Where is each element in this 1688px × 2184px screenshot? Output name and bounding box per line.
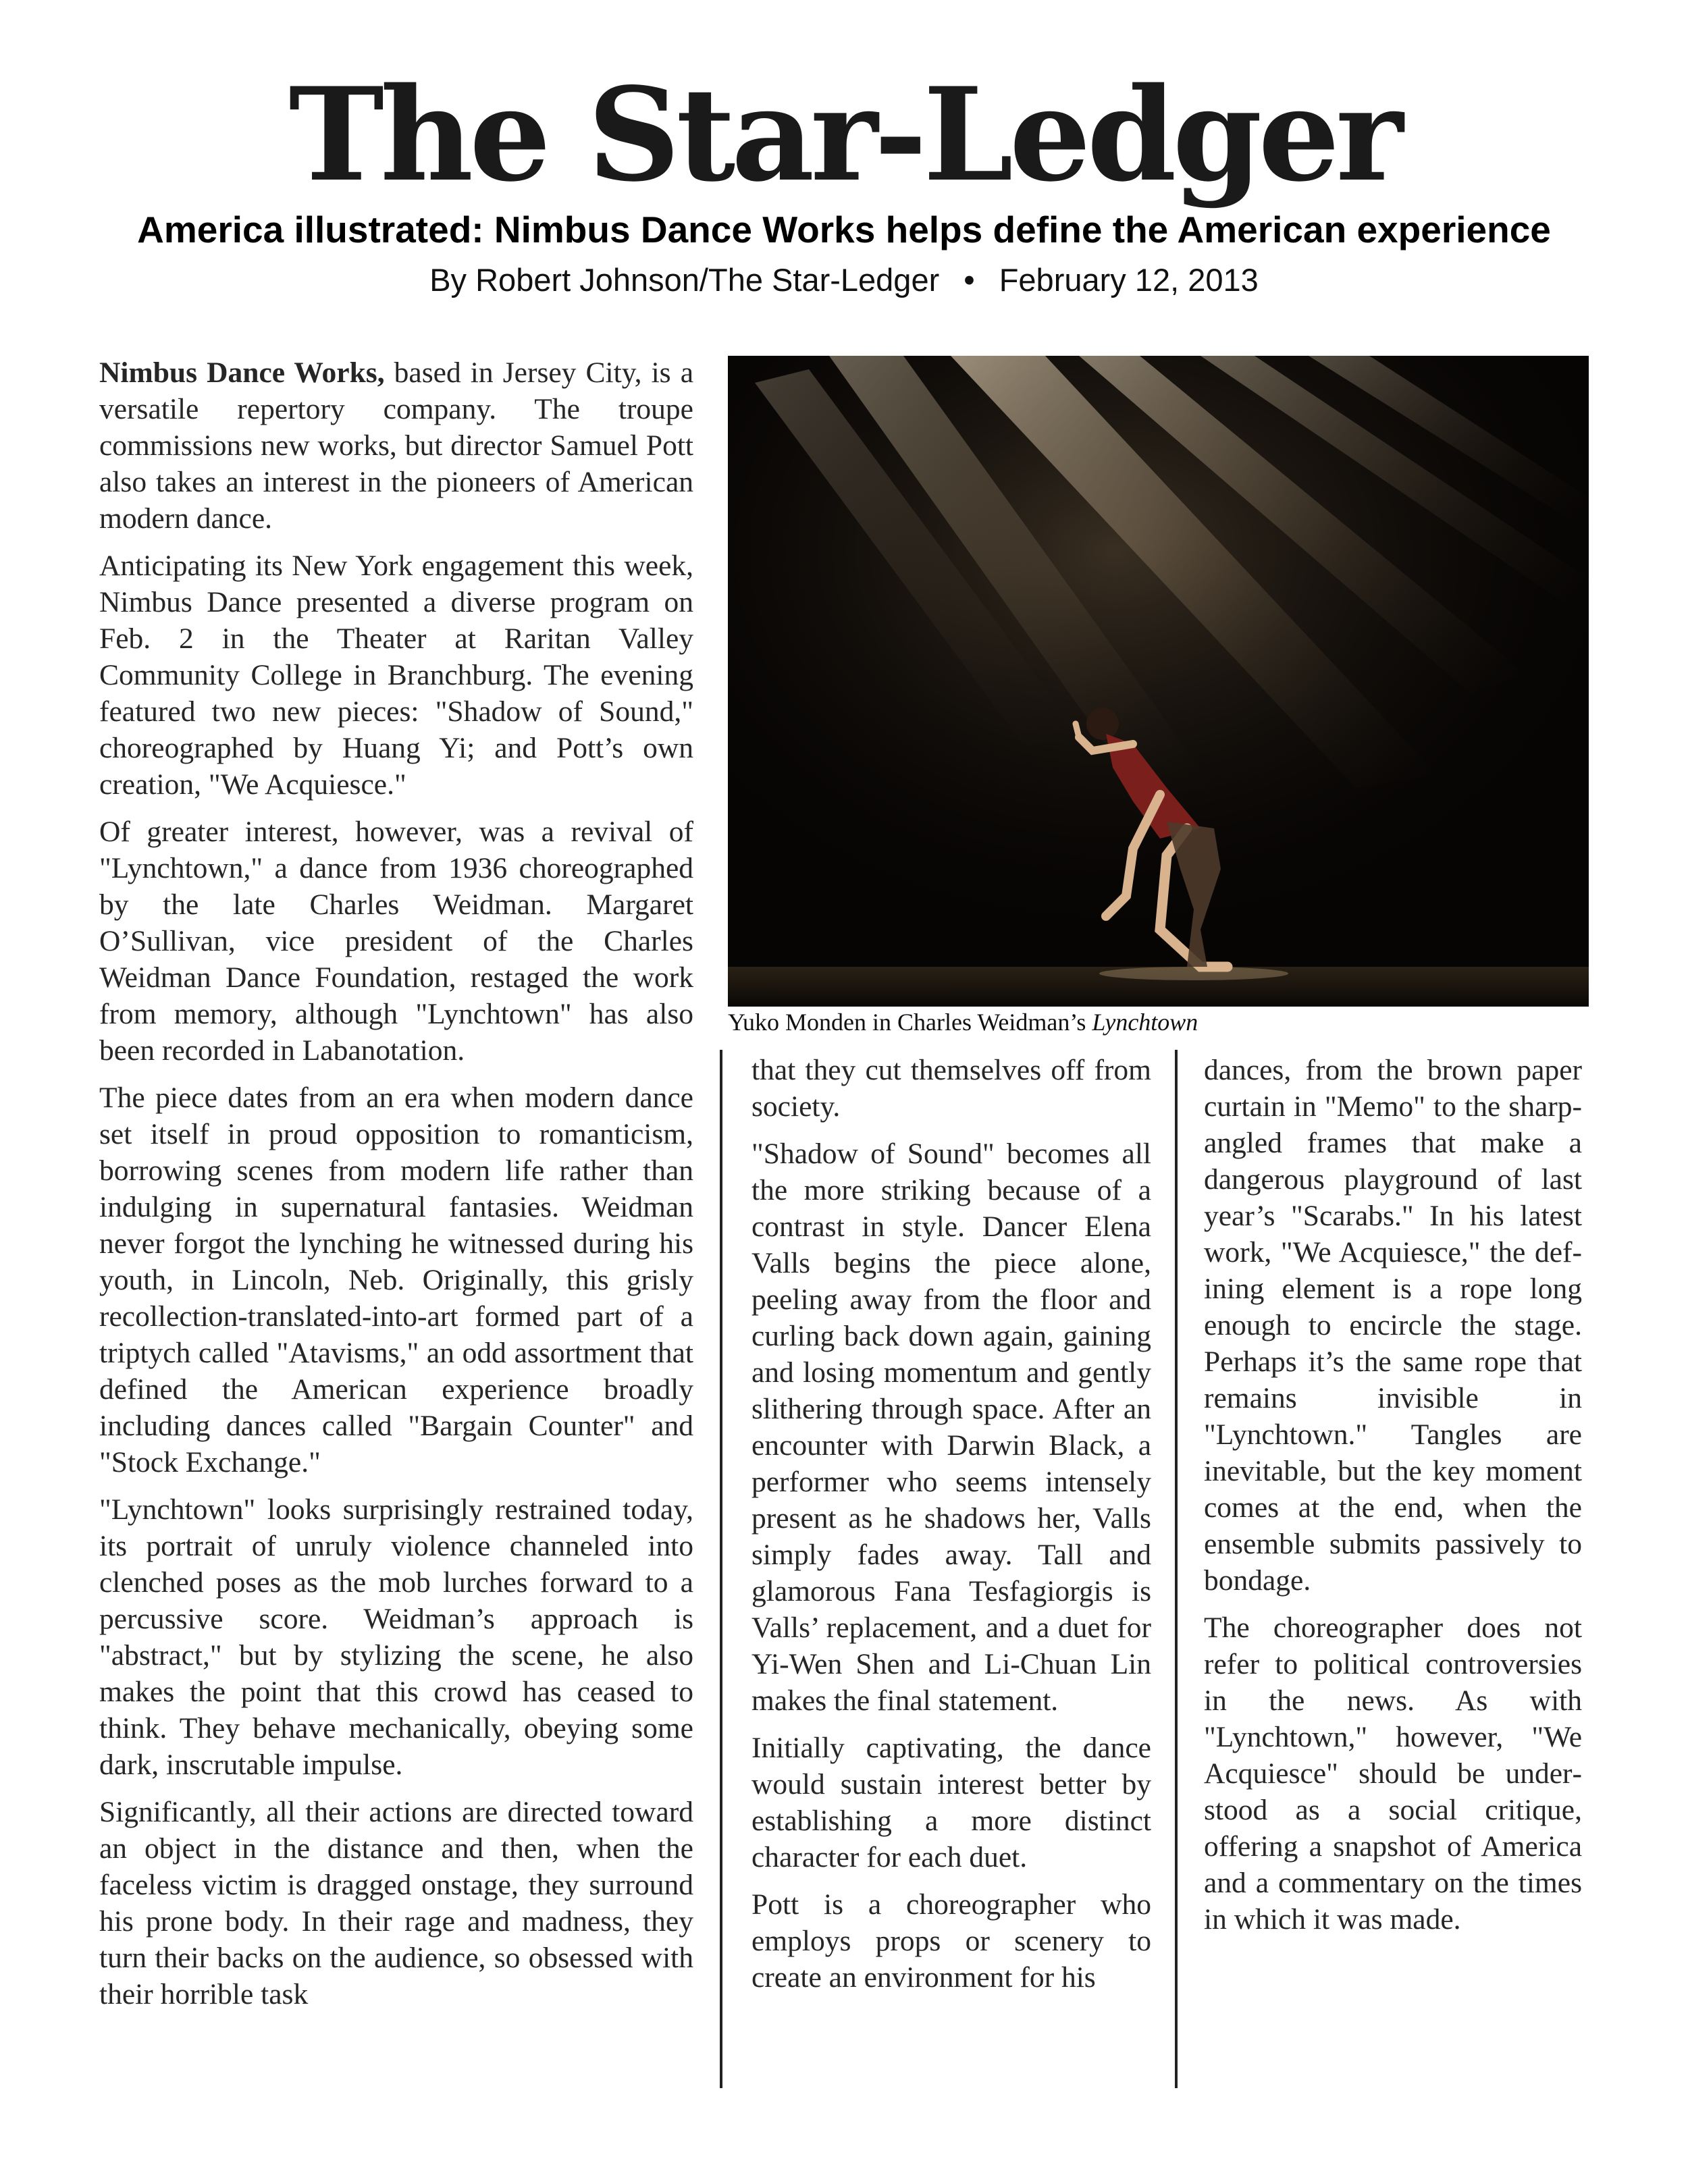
paragraph-text: based in Jersey City, is a versatile repertory company. The troupe commissions new works, but director Samuel Pott also takes an interest in the pioneers of American modern dance. xyxy=(99,356,693,535)
dancer-photo-illustration xyxy=(728,356,1589,1007)
byline xyxy=(0,260,1688,300)
caption-title: Lynchtown xyxy=(1092,1009,1198,1036)
lead-in: Nimbus Dance Works, xyxy=(99,356,385,389)
article-column-3 xyxy=(1204,1052,1582,1948)
paragraph xyxy=(99,354,693,537)
paragraph: "Lynchtown" looks surprisingly restrained today, its portrait of unruly violence channeled into clenched poses as the mob lurches forward to a percussive score. Weidman’s approach is "abstract," but by stylizing the scene, he also makes the point that this crowd has ceased to think. They behave mechanically, obeying some dark, inscrutable impulse. xyxy=(99,1493,693,1781)
paragraph: Initially captivating, the dance would sustain interest better by establishing a more distinct character for each duet. xyxy=(751,1732,1151,1873)
paragraph: dances, from the brown paper curtain in "Memo" to the sharp-angled frames that make a dangerous playground of last year’s "Scarabs." In his latest work, "We Acquiesce," the defining element is a rope long enough to encircle the stage. Perhaps it’s the same rope that remains invisible in "Lynchtown." Tangles are inevitable, but the key moment comes at the end, when the ensemble submits passively to bondage. xyxy=(1204,1054,1582,1597)
caption-text: Yuko Monden in Charles Weidman’s xyxy=(728,1009,1092,1036)
article-column-2 xyxy=(751,1052,1151,2006)
paragraph: The choreographer does not refer to political controversies in the news. As with "Lynchtown," however, "We Acquiesce" should be understood as a social critique, offering a snapshot of America and a commentary on the times in which it was made. xyxy=(1204,1612,1582,1936)
article-column-1 xyxy=(99,354,693,2023)
article-photo xyxy=(728,356,1589,1007)
byline-separator: • xyxy=(964,262,975,298)
byline-author: By Robert Johnson/The Star-Ledger xyxy=(429,262,940,298)
byline-date: February 12, 2013 xyxy=(999,262,1259,298)
paragraph: The piece dates from an era when modern dance set itself in proud opposition to romanticism, borrowing scenes from modern life rather than indulging in supernatural fantasies. Weidman never forgot the lynching he witnessed during his youth, in Lincoln, Neb. Originally, this grisly recollection-translated-into-art formed part of a triptych called "Atavisms," an odd assortment that defined the American experience broadly including dances called "Bargain Counter" and "Stock Exchange." xyxy=(99,1082,693,1479)
column-divider xyxy=(1175,1050,1178,2088)
column-divider xyxy=(720,1050,722,2088)
paragraph: "Shadow of Sound" becomes all the more striking because of a contrast in style. Dancer Elena Valls begins the piece alone, peeling away from the floor and curling back down again, gaining and losing momentum and gently slithering through space. After an encounter with Darwin Black, a performer who seems intensely present as he shadows her, Valls simply fades away. Tall and glamorous Fana Tesfagiorgis is Valls’ replacement, and a duet for Yi-Wen Shen and Li-Chuan Lin makes the final statement. xyxy=(751,1138,1151,1717)
paragraph: Anticipating its New York engagement this week, Nimbus Dance presented a diverse program on Feb. 2 in the Theater at Raritan Valley Community College in Branchburg. The evening featured two new pieces: "Shadow of Sound," choreographed by Huang Yi; and Pott’s own creation, "We Acquiesce." xyxy=(99,550,693,801)
paragraph: that they cut themselves off from society. xyxy=(751,1054,1151,1123)
paragraph: Significantly, all their actions are directed toward an object in the distance and then, when the faceless victim is dragged onstage, they surround his prone body. In their rage and madness, they turn their backs on the audience, so obsessed with their horrible task xyxy=(99,1796,693,2010)
article-headline: America illustrated: Nimbus Dance Works helps define the American experience xyxy=(137,209,1551,250)
paragraph: Pott is a choreographer who employs props or scenery to create an environment for his xyxy=(751,1888,1151,1994)
masthead-logo: The Star-Ledger xyxy=(288,59,1400,210)
paragraph: Of greater interest, however, was a revival of "Lynchtown," a dance from 1936 choreographed by the late Charles Weidman. Margaret O’Sullivan, vice president of the Charles Weidman Dance Foundation, restaged the work from memory, although "Lynchtown" has also been recorded in Labanotation. xyxy=(99,816,693,1067)
photo-caption xyxy=(728,1006,1589,1038)
